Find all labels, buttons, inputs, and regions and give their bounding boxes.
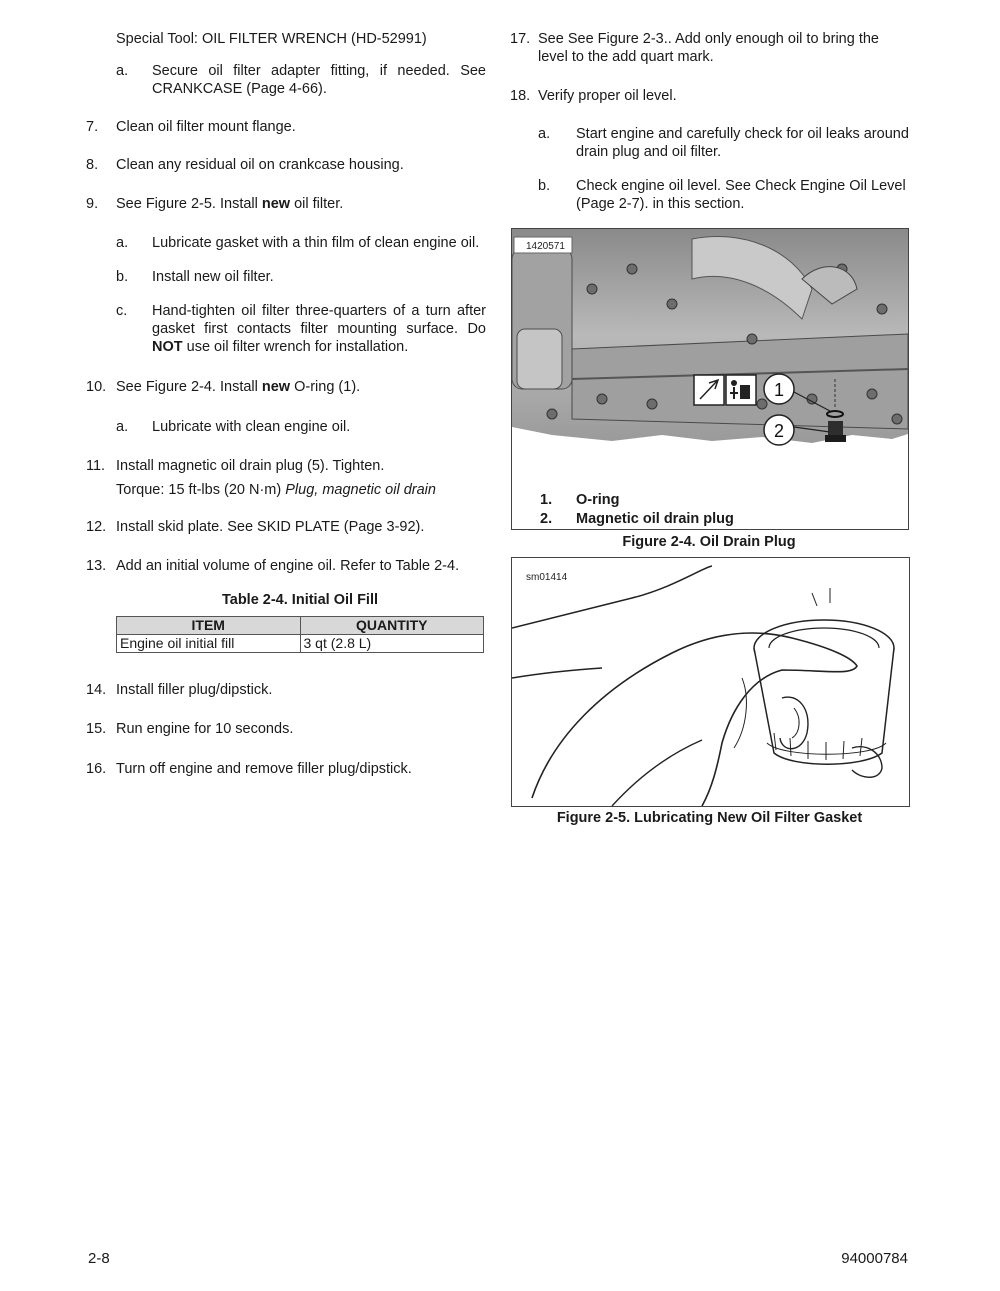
step-9b-letter: b. [116,269,129,285]
step-9a-text: Lubricate gasket with a thin film of clean engine oil. [152,235,480,251]
step-18 [510,87,910,105]
figure-oil-drain-plug [511,228,909,530]
callout-2: 2 [773,421,785,441]
step-12-number: 12. [86,519,107,535]
step-9b [86,268,486,286]
step-16 [86,760,486,778]
table-cell-item: Engine oil initial fill [117,635,301,653]
step-8 [86,156,486,174]
torque-label: Torque: 15 ft-lbs (20 N·m) [116,482,286,498]
step-11-text: Install magnetic oil drain plug (5). Tighten. [116,458,385,474]
right-column [510,30,910,213]
step-9-text-end: oil filter. [290,196,344,212]
step-7 [86,118,486,136]
step-12-text: Install skid plate. See SKID PLATE (Page 3-92). [116,519,425,535]
step-8-number: 8. [86,157,99,173]
legend-1-label: O-ring [576,492,620,508]
step-11 [86,457,486,475]
step-13-number: 13. [86,558,107,574]
step-18-text: Verify proper oil level. [538,88,677,104]
step-15 [86,720,486,738]
initial-oil-fill-table [116,616,484,653]
step-12 [86,518,486,536]
step-9c [86,302,486,356]
special-tool-line: Special Tool: OIL FILTER WRENCH (HD-52991) [116,31,427,47]
step-10-text: See Figure 2-4. Install [116,379,262,395]
table-header-quantity: QUANTITY [300,617,484,635]
torque-component: Plug, magnetic oil drain [285,482,436,498]
step-14-text: Install filler plug/dipstick. [116,682,273,698]
step-10a-text: Lubricate with clean engine oil. [152,419,351,435]
step-7-number: 7. [86,119,99,135]
step-18-number: 18. [510,88,531,104]
step-10-number: 10. [86,379,107,395]
step-16-number: 16. [86,761,107,777]
step-10-text-end: O-ring (1). [290,379,361,395]
figure-5-caption: Figure 2-5. Lubricating New Oil Filter Gasket [556,810,863,826]
step-9a-letter: a. [116,235,129,251]
step-9c-letter: c. [116,303,128,319]
step-15-number: 15. [86,721,107,737]
table-header-row [117,617,484,635]
step-10-emphasis: new [261,379,291,395]
table-row [117,635,484,653]
step-18b [510,177,910,213]
step-9-text: See Figure 2-5. Install [116,196,262,212]
figure-4-legend [540,491,900,530]
step-13 [86,557,486,575]
step-18b-text: Check engine oil level. See Check Engine Oil Level (Page 2-7). in this section. [576,178,906,212]
step-9-emphasis: new [261,196,291,212]
step-10a [86,418,486,436]
table-cell-quantity: 3 qt (2.8 L) [300,635,484,653]
legend-2-number: 2. [540,511,553,527]
legend-1-number: 1. [540,492,553,508]
step-9c-text-end: use oil filter wrench for installation. [182,339,409,355]
step-8-text: Clean any residual oil on crankcase housing. [116,157,404,173]
figure-4-image-id: 1420571 [526,241,565,252]
step-9-number: 9. [86,196,99,212]
step-9b-text: Install new oil filter. [152,269,274,285]
step-11-number: 11. [86,458,106,474]
step-10a-letter: a. [116,419,129,435]
engine-drain-illustration [512,229,908,461]
step-17 [510,30,910,66]
figure-4-caption: Figure 2-4. Oil Drain Plug [622,534,796,550]
step-9 [86,195,486,213]
step-18a-text: Start engine and carefully check for oil leaks around drain plug and oil filter. [576,126,909,160]
step-9c-emphasis: NOT [152,339,183,355]
step-17-text: See See Figure 2-3.. Add only enough oil to bring the level to the add quart mark. [538,31,879,65]
step-14-number: 14. [86,682,107,698]
left-column [86,30,486,778]
step-18b-letter: b. [538,178,551,194]
callout-1: 1 [773,380,785,400]
step-6a [86,62,486,98]
step-14 [86,681,486,699]
step-9c-text: Hand-tighten oil filter three-quarters of a turn after gasket first contacts filter mounting surface. Do [152,303,486,337]
figure-lubricating-gasket [511,557,910,807]
step-18a [510,125,910,161]
figure-5-image-id: sm01414 [526,572,568,583]
step-18a-letter: a. [538,126,551,142]
hand-filter-illustration [512,558,909,806]
step-6a-text: Secure oil filter adapter fitting, if needed. See CRANKCASE (Page 4-66). [152,63,486,97]
table-header-item: ITEM [117,617,301,635]
step-10 [86,378,486,396]
document-number: 94000784 [841,1250,908,1267]
page-number: 2-8 [88,1250,110,1267]
step-7-text: Clean oil filter mount flange. [116,119,296,135]
table-caption: Table 2-4. Initial Oil Fill [221,592,379,608]
step-16-text: Turn off engine and remove filler plug/dipstick. [116,761,412,777]
step-6a-letter: a. [116,63,129,79]
step-17-number: 17. [510,31,531,47]
step-13-text: Add an initial volume of engine oil. Refer to Table 2-4. [116,558,460,574]
legend-2-label: Magnetic oil drain plug [576,511,734,527]
step-15-text: Run engine for 10 seconds. [116,721,294,737]
step-9a [86,234,486,252]
torque-spec [86,481,486,499]
